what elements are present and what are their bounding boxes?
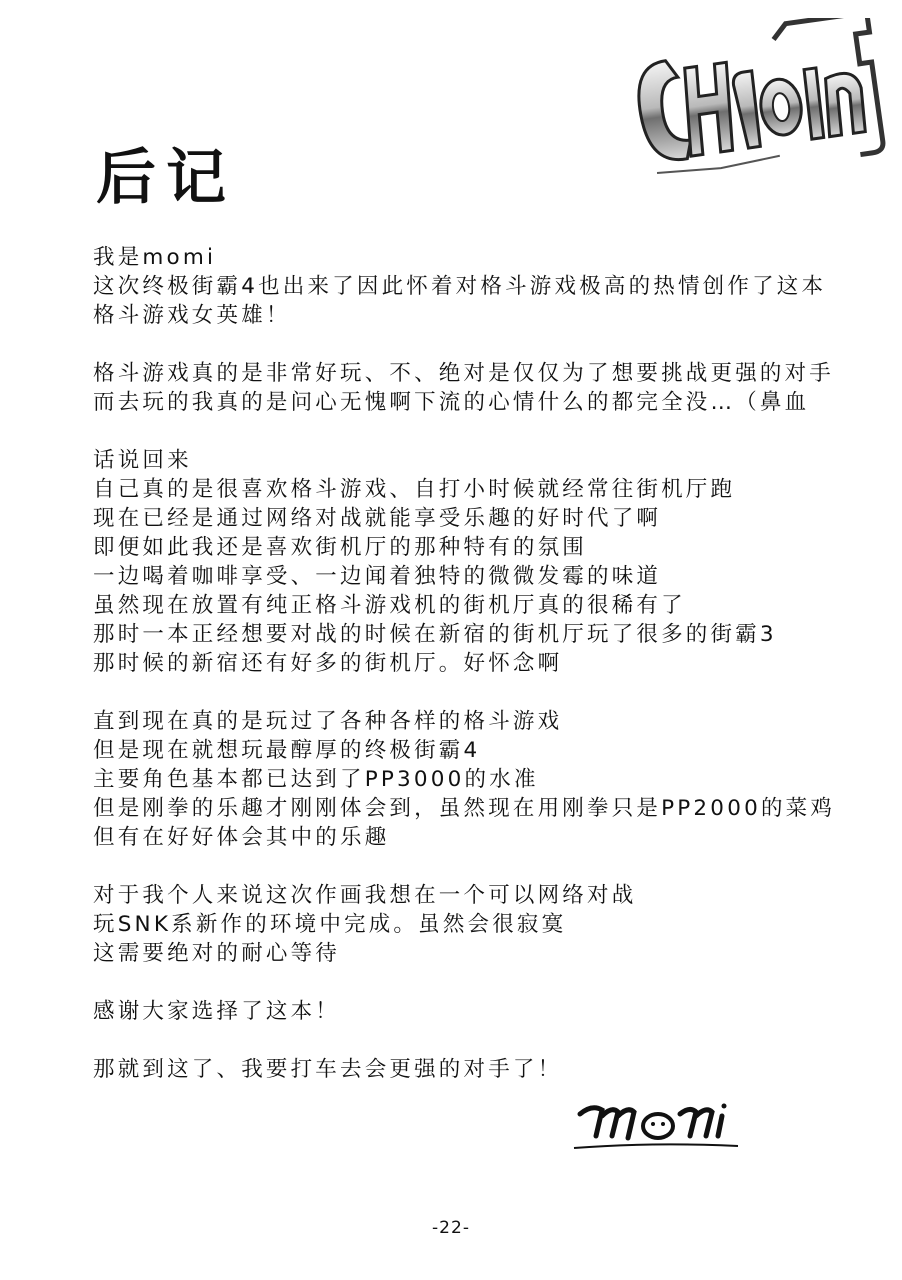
text-line: 那时候的新宿还有好多的街机厅。好怀念啊: [93, 651, 563, 676]
text-line: 一边喝着咖啡享受、一边闻着独特的微微发霉的味道: [93, 564, 662, 589]
page-number: -22-: [432, 1218, 470, 1238]
text-line: 但是现在就想玩最醇厚的终极街霸4: [93, 738, 481, 763]
paragraph-gap: [93, 1026, 833, 1055]
text-line: 现在已经是通过网络对战就能享受乐趣的好时代了啊: [93, 506, 662, 531]
circle-logo: [632, 18, 888, 184]
text-line: 感谢大家选择了这本！: [93, 999, 341, 1024]
text-line: 自己真的是很喜欢格斗游戏、自打小时候就经常往街机厅跑: [93, 477, 736, 502]
text-line: 直到现在真的是玩过了各种各样的格斗游戏: [93, 709, 563, 734]
text-line: 虽然现在放置有纯正格斗游戏机的街机厅真的很稀有了: [93, 593, 686, 618]
text-line: 格斗游戏真的是非常好玩、不、绝对是仅仅为了想要挑战更强的对手: [93, 361, 835, 386]
text-line: 主要角色基本都已达到了PP3000的水准: [93, 767, 539, 792]
text-line: 而去玩的我真的是问心无愧啊下流的心情什么的都完全没…（鼻血: [93, 390, 810, 415]
paragraph-gap: [93, 417, 833, 446]
paragraph-gap: [93, 678, 833, 707]
text-line: 玩SNK系新作的环境中完成。虽然会很寂寞: [93, 912, 567, 937]
paragraph-gap: [93, 330, 833, 359]
text-line: 这次终极街霸4也出来了因此怀着对格斗游戏极高的热情创作了这本: [93, 274, 827, 299]
text-line: 但是刚拳的乐趣才刚刚体会到，虽然现在用刚拳只是PP2000的菜鸡: [93, 796, 836, 821]
text-line: 那时一本正经想要对战的时候在新宿的街机厅玩了很多的街霸3: [93, 622, 777, 647]
text-line: 话说回来: [93, 448, 192, 473]
afterword-body: [93, 243, 836, 1084]
paragraph-gap: [93, 968, 833, 997]
paragraph-gap: [93, 852, 833, 881]
text-line: 我是momi: [93, 245, 217, 270]
text-line: 格斗游戏女英雄！: [93, 303, 291, 328]
text-line: 但有在好好体会其中的乐趣: [93, 825, 390, 850]
author-signature: [572, 1096, 742, 1158]
text-line: 即便如此我还是喜欢街机厅的那种特有的氛围: [93, 535, 588, 560]
text-line: 对于我个人来说这次作画我想在一个可以网络对战: [93, 883, 637, 908]
text-line: 这需要绝对的耐心等待: [93, 941, 341, 966]
page-title: 后记: [96, 143, 236, 213]
text-line: 那就到这了、我要打车去会更强的对手了！: [93, 1057, 563, 1082]
